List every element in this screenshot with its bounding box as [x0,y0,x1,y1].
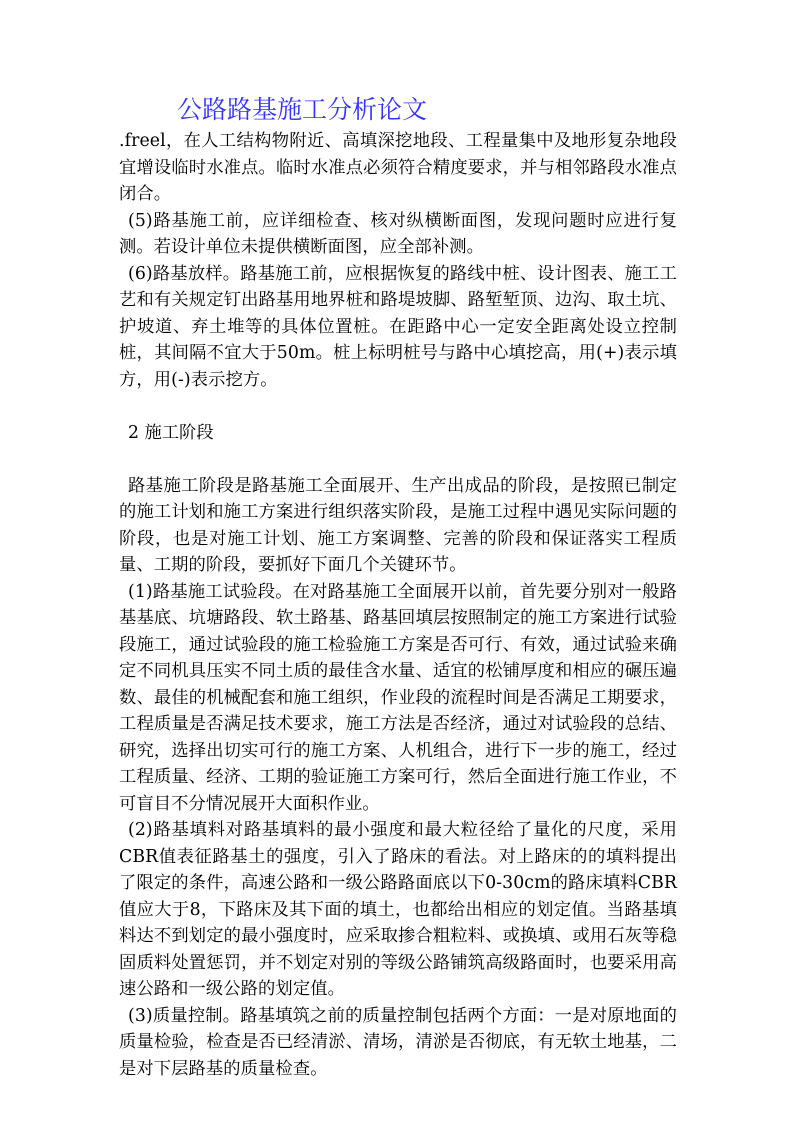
paragraph-benchmark: .freel，在人工结构物附近、高填深挖地段、工程量集中及地形复杂地段宜增设临时水准点。临时水准点必须符合精度要求，并与相邻路段水准点闭合。 [119,131,677,204]
spacer [119,393,677,420]
paragraph-item-3: (3)质量控制。路基填筑之前的质量控制包括两个方面：一是对原地面的质量检验，检查是否已经清淤、清场，清淤是否彻底，有无软土地基，二是对下层路基的质量检查。 [119,1005,677,1079]
document-page [119,92,677,1082]
paragraph-intro: 路基施工阶段是路基施工全面展开、生产出成品的阶段，是按照已制定的施工计划和施工方案进行组织落实阶段，是施工过程中遇见实际问题的阶段，也是对施工计划、施工方案调整、完善的阶段和保证落实工程质量、工期的阶段，要抓好下面几个关键环节。 [119,475,677,575]
spacer [119,446,677,473]
paragraph-item-6: (6)路基放样。路基施工前，应根据恢复的路线中桩、设计图表、施工工艺和有关规定钉出路基用地界桩和路堤坡脚、路堑堑顶、边沟、取土坑、护坡道、弃土堆等的具体位置桩。在距路中心一定安全距离处设立控制桩，其间隔不宜大于50m。桩上标明桩号与路中心填挖高，用(+)表示填方，用(-)表示挖方。 [119,263,677,390]
paragraph-item-1: (1)路基施工试验段。在对路基施工全面展开以前，首先要分别对一般路基基底、坑塘路段、软土路基、路基回填层按照制定的施工方案进行试验段施工，通过试验段的施工检验施工方案是否可行、有效，通过试验来确定不同机具压实不同土质的最佳含水量、适宜的松铺厚度和相应的碾压遍数、最佳的机械配套和施工组织，作业段的流程时间是否满足工期要求，工程质量是否满足技术要求，施工方法是否经济，通过对试验段的总结、研究，选择出切实可行的施工方案、人机组合，进行下一步的施工，经过工程质量、经济、工期的验证施工方案可行，然后全面进行施工作业，不可盲目不分情况展开大面积作业。 [119,581,677,814]
document-title: 公路路基施工分析论文 [177,95,428,124]
paragraph-item-2: (2)路基填料对路基填料的最小强度和最大粒径给了量化的尺度，采用CBR值表征路基土的强度，引入了路床的看法。对上路床的的填料提出了限定的条件，高速公路和一级公路路面底以下0-30cm的路床填料CBR值应大于8，下路床及其下面的填土，也都给出相应的划定值。当路基填料达不到划定的最小强度时，应采取掺合粗粒料、或换填、或用石灰等稳固质料处置惩罚，并不划定对别的等级公路铺筑高级路面时，也要采用高速公路和一级公路的划定值。 [119,820,677,999]
paragraph-item-5: (5)路基施工前，应详细检查、核对纵横断面图，发现问题时应进行复测。若设计单位未提供横断面图，应全部补测。 [119,210,677,257]
section-heading: 2 施工阶段 [128,422,214,443]
